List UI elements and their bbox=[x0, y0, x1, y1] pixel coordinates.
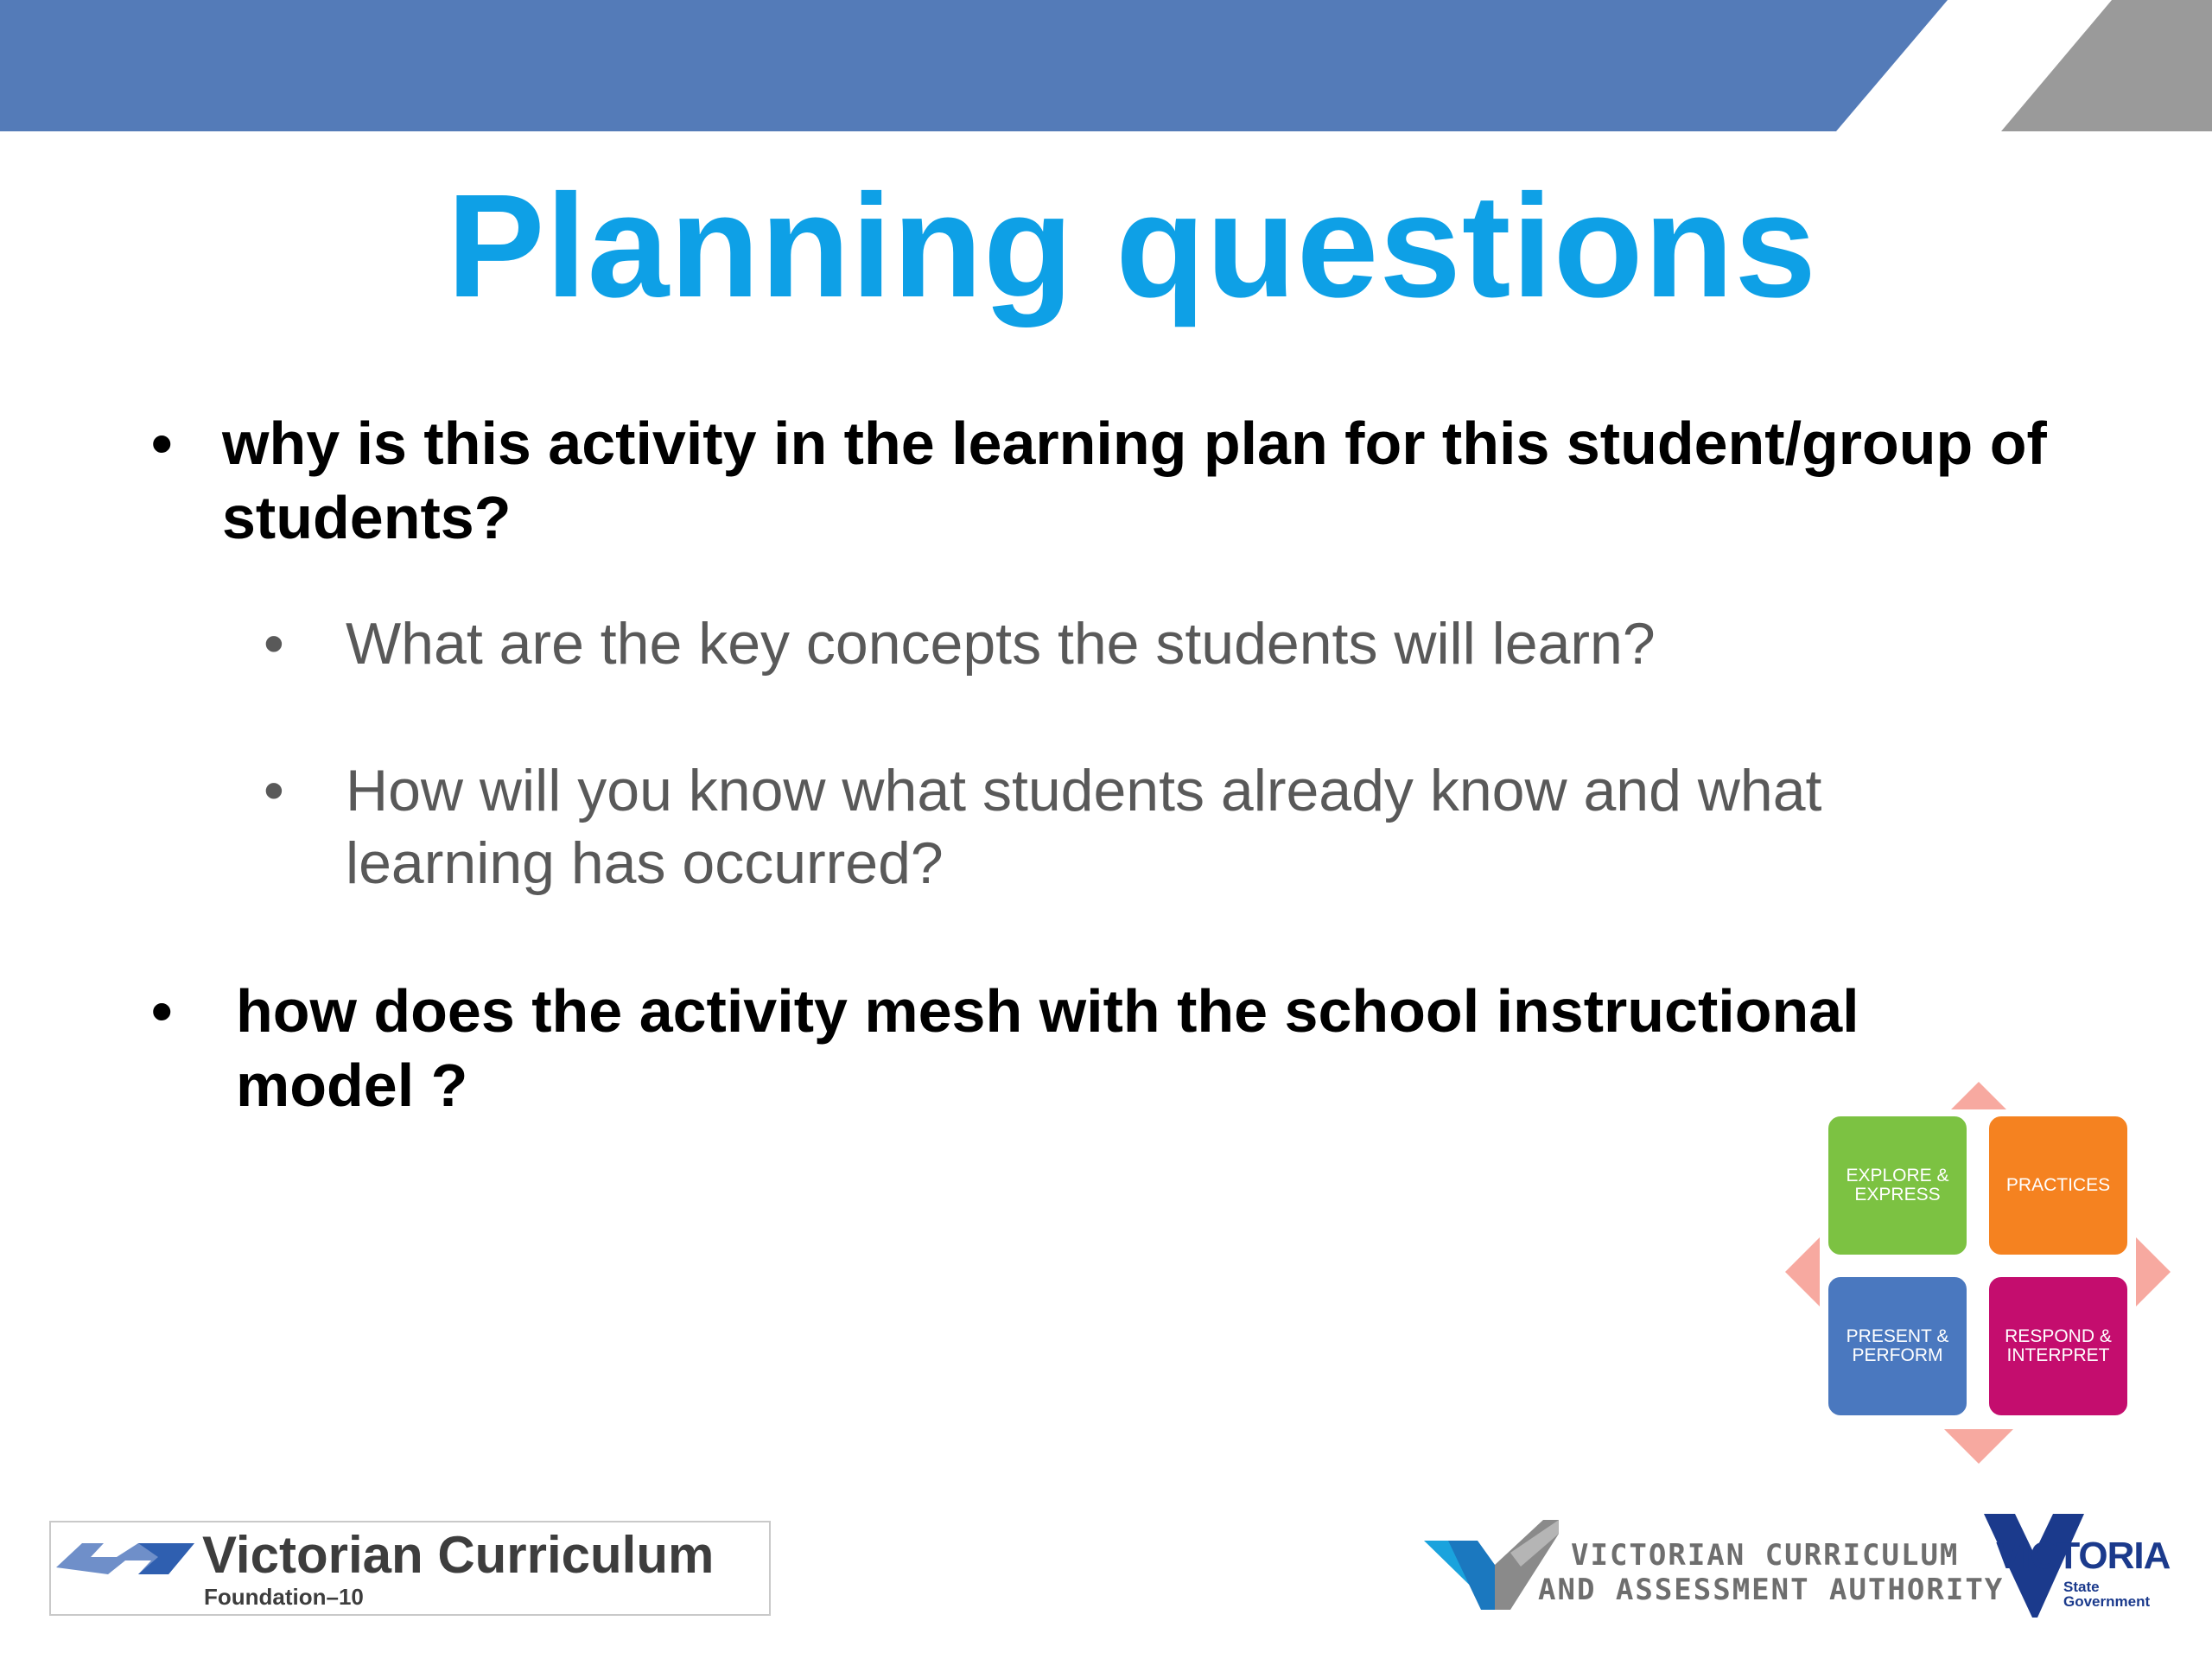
model-tile-respond-interpret: RESPOND & INTERPRET bbox=[1986, 1274, 2131, 1419]
instructional-model-diagram bbox=[1780, 1080, 2177, 1469]
bullet-text: why is this activity in the learning plan for this student/group of students? bbox=[222, 410, 2047, 551]
bullet-text: how does the activity mesh with the school instructional model ? bbox=[236, 977, 1859, 1119]
page-title: Planning questions bbox=[447, 164, 1817, 328]
sub-bullet-text: How will you know what students already know and what learning has occurred? bbox=[346, 758, 1822, 896]
victoria-state-government-logo bbox=[1980, 1510, 2171, 1618]
arrow-left-icon bbox=[1785, 1237, 1820, 1306]
arrow-up-icon bbox=[1951, 1082, 2006, 1109]
header-blue-band bbox=[0, 0, 1948, 131]
victoria-logo-government: Government bbox=[2063, 1593, 2151, 1610]
model-tile-present-perform: PRESENT & PERFORM bbox=[1825, 1274, 1970, 1419]
vc-chevron-icon bbox=[56, 1533, 194, 1585]
sub-bullet-text: What are the key concepts the students will learn? bbox=[346, 611, 1656, 677]
header-grey-band bbox=[2001, 0, 2212, 131]
vcaa-logo bbox=[1424, 1516, 2005, 1616]
victorian-curriculum-logo bbox=[49, 1521, 771, 1616]
victoria-logo-state: State bbox=[2063, 1579, 2100, 1595]
bullet-marker: • bbox=[151, 977, 173, 1045]
arrow-right-icon bbox=[2136, 1237, 2171, 1306]
model-tile-practices: PRACTICES bbox=[1986, 1113, 2131, 1258]
sub-bullet-marker: • bbox=[264, 611, 284, 677]
vc-logo-sub: Foundation–10 bbox=[204, 1584, 364, 1610]
vcaa-logo-line2: AND ASSESSMENT AUTHORITY bbox=[1538, 1573, 2005, 1607]
header-band bbox=[0, 0, 2212, 131]
sub-bullet-marker: • bbox=[264, 758, 284, 823]
vc-logo-name: Victorian Curriculum bbox=[202, 1526, 715, 1584]
model-tile-explore-express: EXPLORE & EXPRESS bbox=[1825, 1113, 1970, 1258]
victoria-logo-word: VICTORIA bbox=[1996, 1535, 2171, 1577]
arrow-down-icon bbox=[1944, 1429, 2013, 1464]
vcaa-logo-line1: VICTORIAN CURRICULUM bbox=[1571, 1538, 1960, 1573]
bullet-marker: • bbox=[151, 410, 173, 477]
